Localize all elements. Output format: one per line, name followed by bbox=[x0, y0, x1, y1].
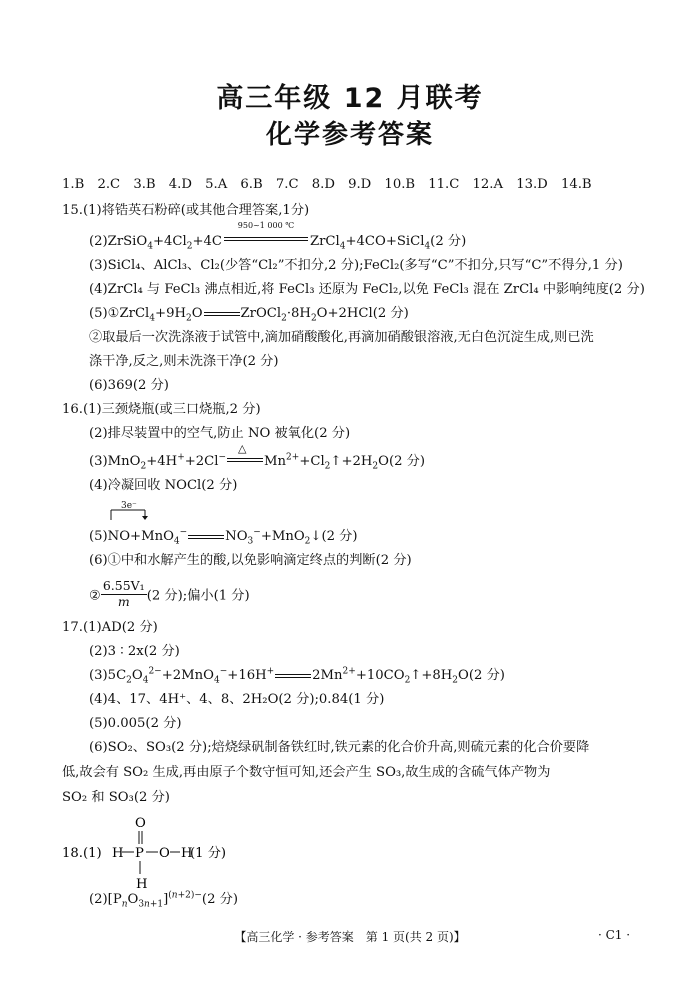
q15-part2: $(2)ZrSiO_4+4Cl_2+4C$ 950~1 000 ℃ ZrCl$_4$+4CO+SiCl$_4$(2 分) bbox=[89, 221, 467, 252]
q18-part2: $(2)[P_nO_{3n+1}]^{(n+2)-}(2$ 分) bbox=[89, 890, 238, 910]
q17-part3: $(3)5C_2O_4^{2-}+2MnO_4^-+16H^+$ $2Mn^{2+}+10CO_2↑+8H_2O(2$ 分) bbox=[89, 666, 505, 686]
choice-answers: 1.B 2.C 3.B 4.D 5.A 6.B 7.C 8.D 9.D 10.B 11.C 12.A 13.D 14.B bbox=[62, 177, 592, 192]
atom-h-left: H bbox=[112, 846, 124, 861]
q18-part1-label: 18.(1) bbox=[62, 846, 102, 861]
q18-part1-score: (1 分) bbox=[190, 846, 227, 861]
q15-part5b-line1: ②取最后一次洗涤液于试管中,滴加硝酸酸化,再滴加硝酸银溶液,无白色沉淀生成,则已洗 bbox=[89, 330, 594, 345]
q16-part6a: (6)①中和水解产生的酸,以免影响滴定终点的判断(2 分) bbox=[89, 553, 412, 568]
q16-part4: (4)冷凝回收 NOCl(2 分) bbox=[89, 478, 238, 493]
atom-h-bottom: H bbox=[136, 877, 148, 892]
q15-part3: (3)SiCl₄、AlCl₃、Cl₂(少答“Cl₂”不扣分,2 分);FeCl₂(多写“C”不扣分,只写“C”不得分,1 分) bbox=[89, 258, 623, 273]
phosphorous-acid-structure bbox=[62, 814, 262, 899]
q15-part1: 15.(1)将锆英石粉碎(或其他合理答案,1分) bbox=[62, 203, 310, 218]
atom-p: P bbox=[135, 846, 144, 861]
page-code: · C1 · bbox=[598, 928, 631, 942]
atom-o-top: O bbox=[135, 816, 146, 831]
q17-part1: 17.(1)AD(2 分) bbox=[62, 620, 158, 635]
q16-part1: 16.(1)三颈烧瓶(或三口烧瓶,2 分) bbox=[62, 402, 261, 417]
q17-part6-line3: SO₂ 和 SO₃(2 分) bbox=[62, 790, 170, 805]
reaction-condition-arrow bbox=[224, 221, 308, 245]
heating-arrow: △ bbox=[227, 455, 263, 465]
q17-part4: (4)4、17、4H⁺、4、8、2H₂O(2 分);0.84(1 分) bbox=[89, 692, 385, 707]
page-footer: 【高三化学 · 参考答案 第 1 页(共 2 页)】 bbox=[234, 930, 466, 944]
q16-part6b: ② $\frac{\text{6.55V₁}}{m}$ (2 分);偏小(1 分) bbox=[89, 578, 250, 609]
q16-part5: (5)NO+MnO$_4$− $NO_3^-+MnO_2↓(2$ 分) bbox=[89, 527, 358, 547]
q15-part5a: $(5)①ZrCl_4+9H_2O$ $ZrOCl_2\cdot 8H_2O+2HCl(2$ 分) bbox=[89, 306, 409, 324]
q15-part4: (4)ZrCl₄ 与 FeCl₃ 沸点相近,将 FeCl₃ 还原为 FeCl₂,以免 FeCl₃ 混在 ZrCl₄ 中影响纯度(2 分) bbox=[89, 282, 645, 297]
q16-part3: (3)MnO$_2$+4H++2Cl− △ $Mn^{2+}+Cl_2↑+2H_2O(2$ 分) bbox=[89, 442, 426, 472]
q15-part6: (6)369(2 分) bbox=[89, 378, 169, 393]
q15-part5b-line2: 涤干净,反之,则未洗涤干净(2 分) bbox=[89, 354, 279, 369]
page-subtitle: 化学参考答案 bbox=[265, 120, 434, 150]
fraction: $\frac{\text{6.55V₁}}{m}$ bbox=[102, 578, 145, 609]
atom-h-right: H bbox=[181, 846, 193, 861]
q17-part2: (2)3 ∶ 2x(2 分) bbox=[89, 644, 180, 659]
atom-o-right: O bbox=[159, 846, 170, 861]
page-title: 高三年级 12 月联考 bbox=[216, 83, 484, 114]
q17-part6-line2: 低,故会有 SO₂ 生成,再由原子个数守恒可知,还会产生 SO₃,故生成的含硫气体产物为 bbox=[62, 765, 551, 780]
q16-part2: (2)排尽装置中的空气,防止 NO 被氧化(2 分) bbox=[89, 426, 351, 441]
electron-transfer-label: 3e⁻ bbox=[121, 501, 137, 511]
reaction-condition: 950~1 000 ℃ bbox=[237, 221, 295, 230]
q17-part5: (5)0.005(2 分) bbox=[89, 716, 182, 731]
q17-part6-line1: (6)SO₂、SO₃(2 分);焙烧绿矾制备铁红时,铁元素的化合价升高,则硫元素的化合价要降 bbox=[89, 740, 590, 755]
